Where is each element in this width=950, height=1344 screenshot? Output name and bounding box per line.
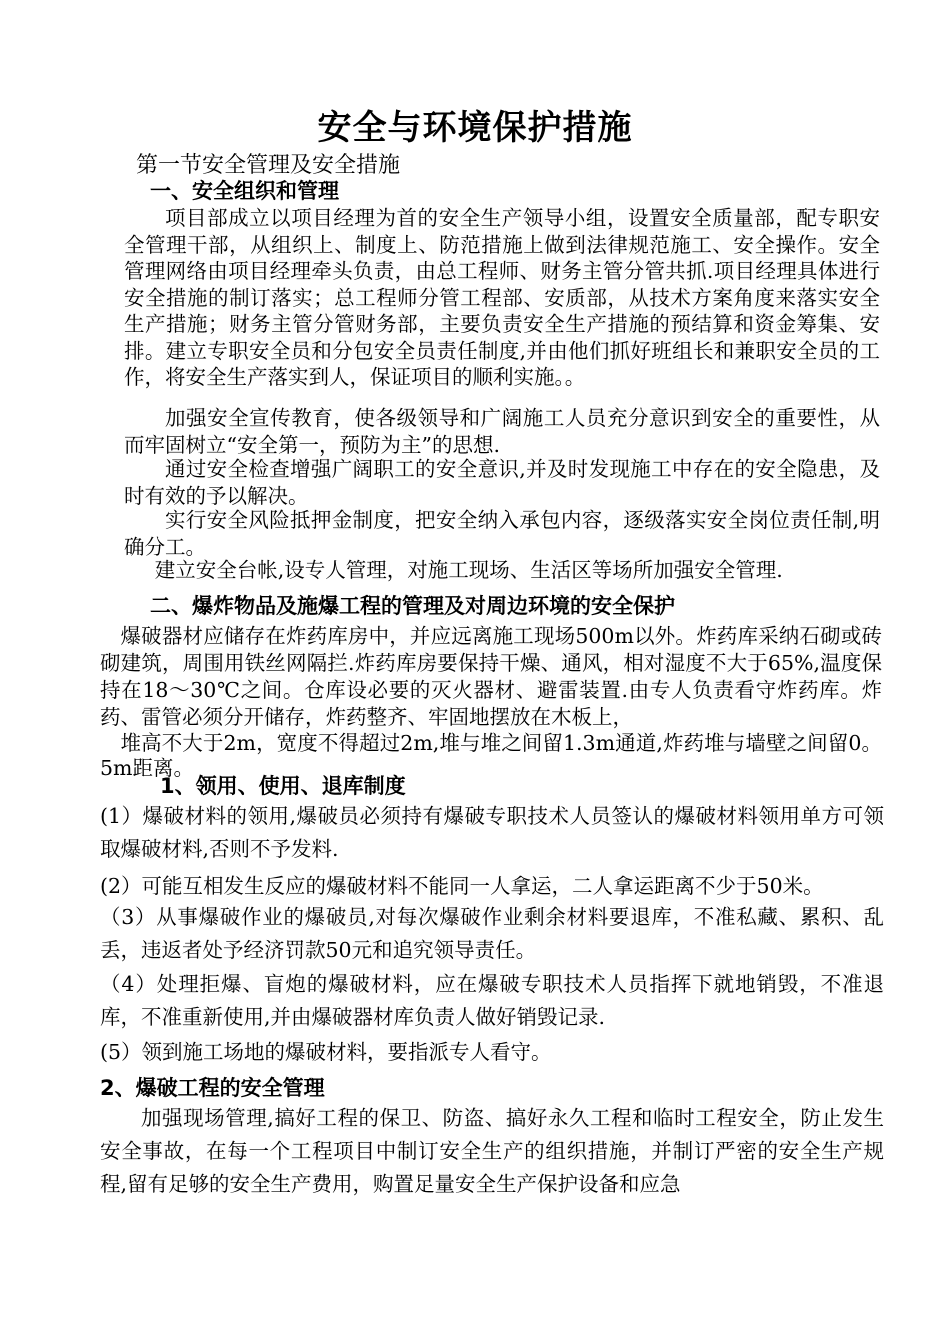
paragraph-explosives-stacking: 堆高不大于2m，宽度不得超过2m,堆与堆之间留1.3m通道,炸药堆与墙壁之间留0。5m距离。 (100, 731, 882, 780)
heading-issue-use-return: 1、领用、使用、退库制度 (160, 774, 406, 798)
paragraph-safety-organization: 项目部成立以项目经理为首的安全生产领导小组，设置安全质量部，配专职安全管理干部，从组织上、制度上、防范措施上做到法律规范施工、安全操作。安全管理网络由项目经理牵头负责，由总工程师、财务主管分管共抓.项目经理具体进行安全措施的制订落实；总工程师分管工程部、安质部，从技术方案角度来落实安全生产措施；财务主管分管财务部，主要负责安全生产措施的预结算和资金筹集、安排。建立专职安全员和分包安全员责任制度,并由他们抓好班组长和兼职安全员的工作，将安全生产落实到人，保证项目的顺利实施。。 (124, 206, 880, 389)
paragraph-blasting-safety: 加强现场管理,搞好工程的保卫、防盗、搞好永久工程和临时工程安全，防止发生安全事故，在每一个工程项目中制订安全生产的组织措施，并制订严密的安全生产规程,留有足够的安全生产费用，购置足量安全生产保护设备和应急 (100, 1106, 884, 1196)
list-item-1: (1）爆破材料的领用,爆破员必须持有爆破专职技术人员签认的爆破材料领用单方可领取爆破材料,否则不予发料. (100, 804, 884, 861)
heading-explosives-management: 二、爆炸物品及施爆工程的管理及对周边环境的安全保护 (150, 594, 675, 618)
list-item-5: (5）领到施工场地的爆破材料，要指派专人看守。 (100, 1040, 552, 1064)
list-item-3: （3）从事爆破作业的爆破员,对每次爆破作业剩余材料要退库，不准私藏、累积、乱丢，违返者处予经济罚款50元和追究领导责任。 (100, 905, 884, 962)
paragraph-safety-education: 加强安全宣传教育，使各级领导和广阔施工人员充分意识到安全的重要性，从而牢固树立“安全第一，预防为主”的思想. (124, 406, 880, 457)
heading-blasting-safety: 2、爆破工程的安全管理 (100, 1076, 325, 1100)
document-title: 安全与环境保护措施 (317, 108, 633, 148)
paragraph-safety-inspection: 通过安全检查增强广阔职工的安全意识,并及时发现施工中存在的安全隐患，及时有效的予以解决。 (124, 457, 880, 508)
list-item-4: （4）处理拒爆、盲炮的爆破材料，应在爆破专职技术人员指挥下就地销毁，不准退库，不准重新使用,并由爆破器材库负责人做好销毁记录. (100, 972, 884, 1029)
heading-safety-organization: 一、安全组织和管理 (150, 179, 339, 203)
paragraph-risk-deposit: 实行安全风险抵押金制度，把安全纳入承包内容，逐级落实安全岗位责任制,明确分工。 (124, 508, 880, 559)
paragraph-safety-ledger: 建立安全台帐,设专人管理，对施工现场、生活区等场所加强安全管理. (154, 558, 783, 582)
paragraph-explosives-storage: 爆破器材应储存在炸药库房中，并应远离施工现场500m以外。炸药库采纳石砌或砖砌建筑，周围用铁丝网隔拦.炸药库房要保持干燥、通风，相对湿度不大于65%,温度保持在18～30℃之间。仓库设必要的灭火器材、避雷装置.由专人负责看守炸药库。炸药、雷管必须分开储存，炸药整齐、牢固地摆放在木板上， (100, 624, 882, 729)
list-item-2: (2）可能互相发生反应的爆破材料不能同一人拿运，二人拿运距离不少于50米。 (100, 874, 824, 898)
section-heading: 第一节安全管理及安全措施 (136, 153, 401, 178)
